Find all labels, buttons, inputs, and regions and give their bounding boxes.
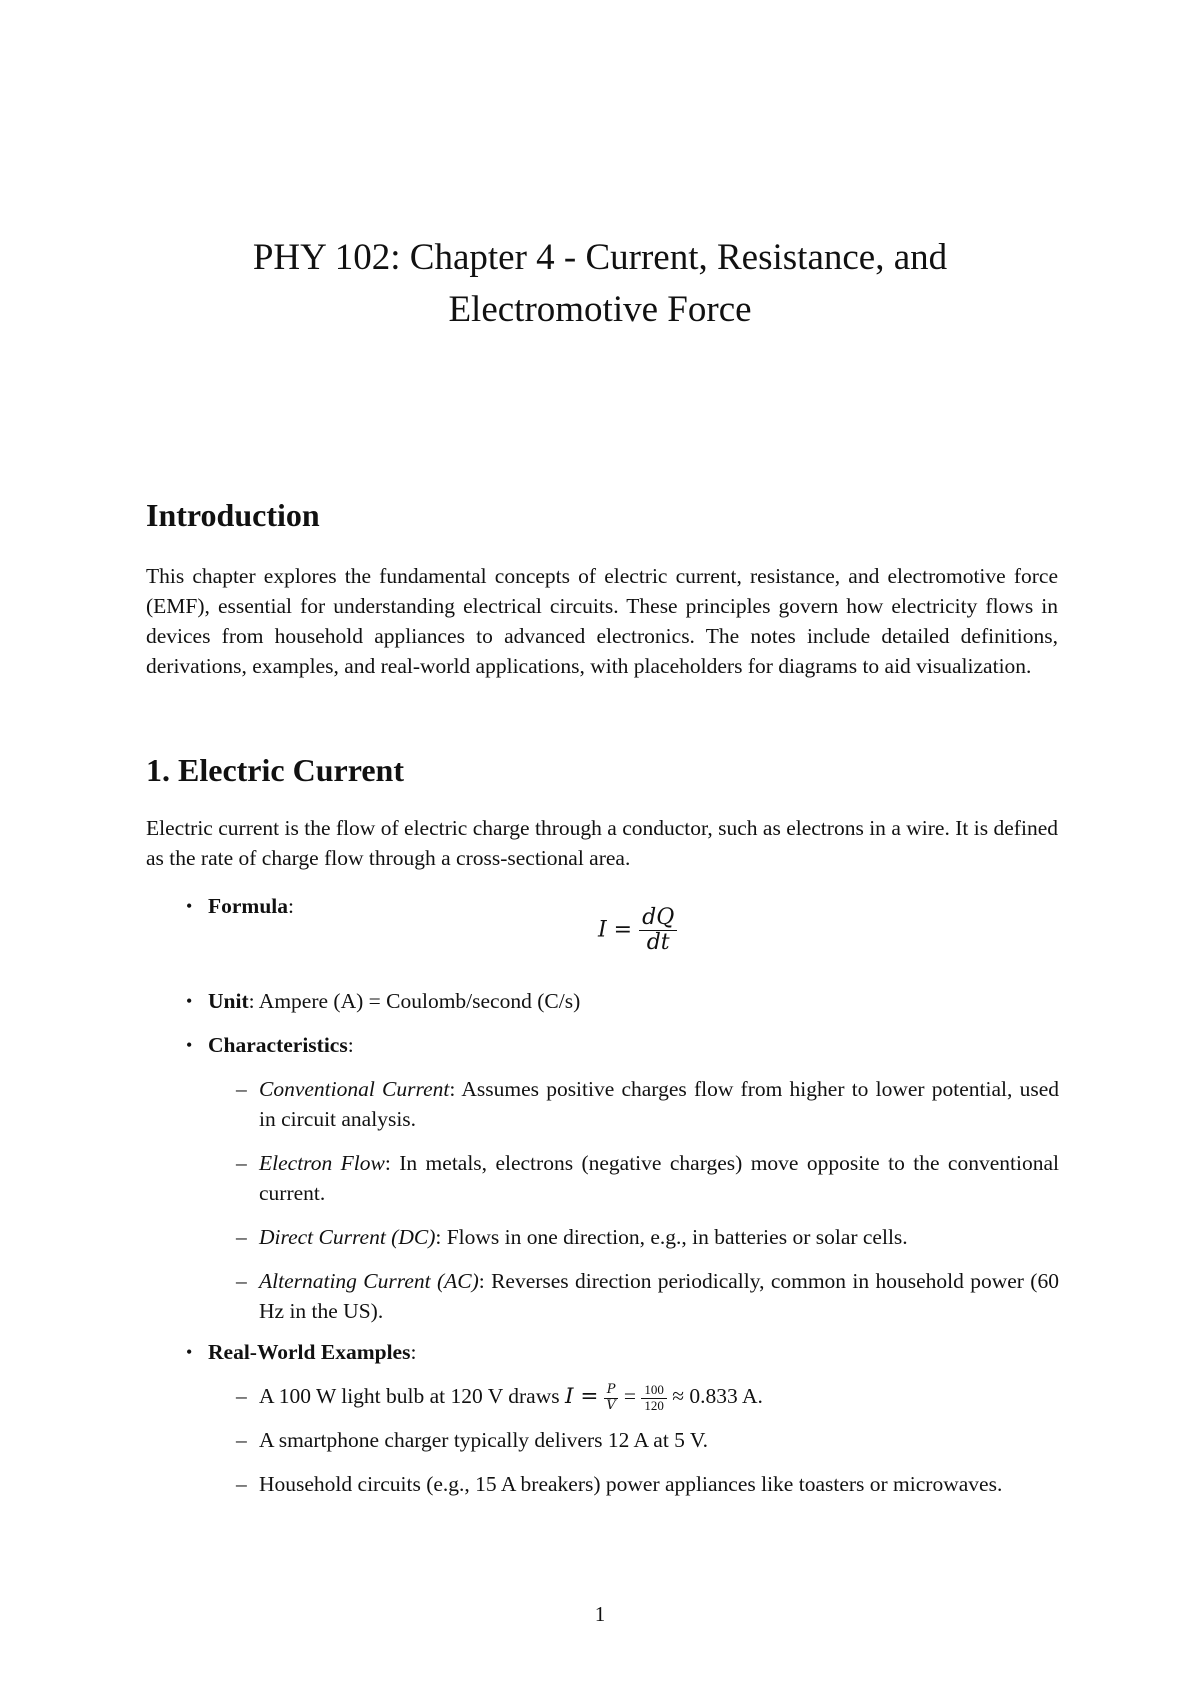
formula-label: Formula: [208, 894, 295, 918]
example-light-bulb: A 100 W light bulb at 120 V draws I = $\frac{P}{V}$ = $\frac{100}{120}$ ≈ 0.833 A. [259, 1382, 763, 1413]
example-smartphone-charger: A smartphone charger typically delivers 12 A at 5 V. [259, 1428, 709, 1452]
introduction-heading: Introduction [146, 497, 320, 533]
numeric-fraction: $\frac{100}{120}$ [641, 1383, 667, 1413]
power-voltage-fraction: $\frac{P}{V}$ [604, 1383, 619, 1413]
section-1-paragraph: Electric current is the flow of electric charge through a conductor, such as electrons in a wire. It is defined as the rate of charge flow through a cross-sectional area. [146, 816, 1058, 870]
dash-marker: – [236, 1077, 247, 1101]
characteristic-alternating-current: Alternating Current (AC): Reverses direction periodically, common in household power (60 Hz in the US). [259, 1269, 1059, 1323]
introduction-paragraph: This chapter explores the fundamental concepts of electric current, resistance, and electromotive force (EMF), essential for understanding electrical circuits. These principles govern how electricity flows in devices from household appliances to advanced electronics. The notes include detailed definitions, derivations, examples, and real-world applications, with placeholders for diagrams to aid visualization. [146, 564, 1058, 678]
dash-marker: – [236, 1151, 247, 1175]
bullet-marker: • [186, 1342, 193, 1362]
examples-label: Real-World Examples [208, 1340, 411, 1364]
bullet-marker: • [186, 991, 193, 1011]
characteristic-direct-current: Direct Current (DC): Flows in one direction, e.g., in batteries or solar cells. [259, 1225, 908, 1249]
formula-numerator: dQ [639, 906, 677, 931]
formula-denominator: dt [646, 930, 670, 956]
examples-item: Real-World Examples: [208, 1340, 417, 1364]
unit-text: Ampere (A) = Coulomb/second (C/s) [258, 989, 581, 1013]
document-title [0, 232, 1200, 336]
title-line-2: Electromotive Force [448, 289, 752, 330]
title-line-1: PHY 102: Chapter 4 - Current, Resistance, and [252, 237, 948, 278]
current-formula [598, 906, 677, 955]
section-1-heading: 1. Electric Current [146, 752, 404, 788]
formula-fraction [639, 906, 677, 955]
bullet-marker: • [186, 896, 193, 916]
dash-marker: – [236, 1269, 247, 1293]
dash-marker: – [236, 1472, 247, 1496]
example-household-circuits: Household circuits (e.g., 15 A breakers) power appliances like toasters or microwaves. [259, 1472, 1003, 1496]
characteristics-item: Characteristics: [208, 1033, 354, 1057]
dash-marker: – [236, 1428, 247, 1452]
dash-marker: – [236, 1225, 247, 1249]
characteristics-label: Characteristics [208, 1033, 348, 1057]
characteristic-electron-flow: Electron Flow: In metals, electrons (negative charges) move opposite to the conventional current. [259, 1151, 1059, 1205]
unit-item: Unit: Ampere (A) = Coulomb/second (C/s) [208, 989, 581, 1013]
unit-label: Unit [208, 989, 249, 1013]
characteristic-conventional-current: Conventional Current: Assumes positive charges flow from higher to lower potential, used in circuit analysis. [259, 1077, 1059, 1131]
dash-marker: – [236, 1384, 247, 1408]
page-number: 1 [594, 1602, 606, 1626]
formula-lhs: I = [598, 917, 633, 943]
bullet-marker: • [186, 1035, 193, 1055]
